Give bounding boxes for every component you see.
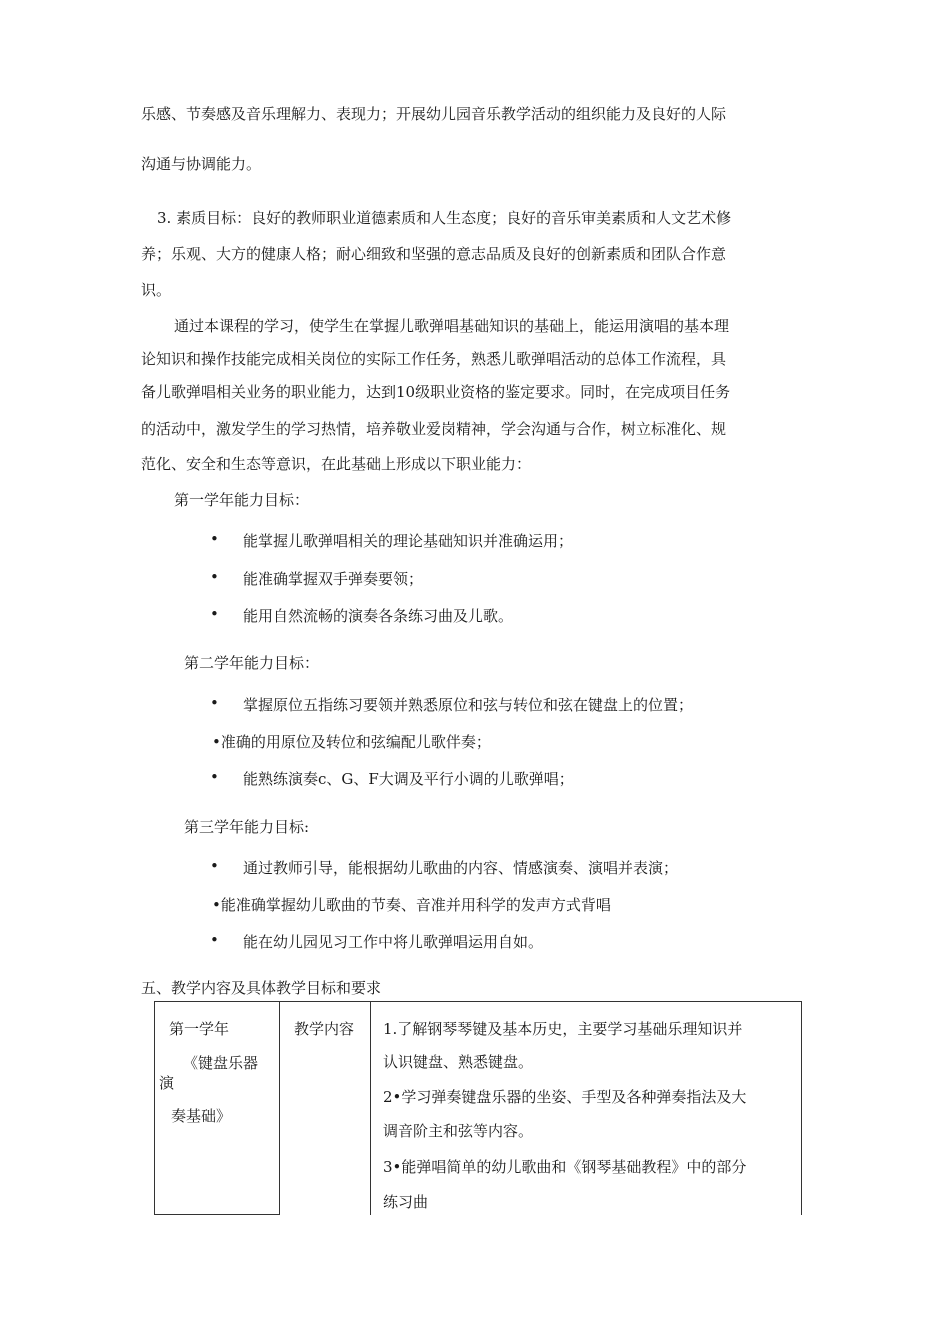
text-line: 识。: [141, 281, 172, 299]
label-cell: [280, 1002, 371, 1215]
cell-text: 认识键盘、熟悉键盘。: [383, 1053, 534, 1071]
list-item: •准确的用原位及转位和弦编配儿歌伴奏；: [212, 733, 491, 751]
list-item: 通过教师引导，能根据幼儿歌曲的内容、情感演奏、演唱并表演；: [243, 859, 679, 877]
course-content-table: [154, 1001, 802, 1215]
cell-text: 练习曲: [383, 1193, 429, 1211]
bullet-icon: •: [210, 605, 219, 623]
year-cell: [155, 1002, 280, 1215]
bullet-icon: •: [210, 768, 219, 786]
text-line: 论知识和操作技能完成相关岗位的实际工作任务，熟悉儿歌弹唱活动的总体工作流程，具: [141, 350, 727, 368]
cell-text: 《键盘乐器: [183, 1054, 259, 1072]
text-line: 范化、安全和生态等意识，在此基础上形成以下职业能力：: [141, 455, 532, 473]
cell-text: 1.了解钢琴琴键及基本历史，主要学习基础乐理知识并: [383, 1020, 743, 1038]
text-line: 养；乐观、大方的健康人格；耐心细致和坚强的意志品质及良好的创新素质和团队合作意: [141, 245, 727, 263]
list-item: 能掌握儿歌弹唱相关的理论基础知识并准确运用；: [243, 532, 574, 550]
cell-text: 演: [159, 1074, 175, 1092]
cell-text: 教学内容: [294, 1020, 355, 1038]
bullet-icon: •: [210, 931, 219, 949]
list-item: 掌握原位五指练习要领并熟悉原位和弦与转位和弦在键盘上的位置；: [243, 696, 694, 714]
list-item: •能准确掌握幼儿歌曲的节奏、音准并用科学的发声方式背唱: [212, 896, 611, 914]
text-line: 通过本课程的学习，使学生在掌握儿歌弹唱基础知识的基础上，能运用演唱的基本理: [174, 317, 730, 335]
text-line: 备儿歌弹唱相关业务的职业能力，达到10级职业资格的鉴定要求。同时，在完成项目任务: [141, 383, 731, 401]
section-title: 五、教学内容及具体教学目标和要求: [141, 979, 382, 997]
list-item: 能准确掌握双手弹奏要领；: [243, 570, 424, 588]
text-line: 乐感、节奏感及音乐理解力、表现力；开展幼儿园音乐教学活动的组织能力及良好的人际: [141, 105, 727, 123]
cell-text: 第一学年: [169, 1020, 230, 1038]
list-item: 能用自然流畅的演奏各条练习曲及儿歌。: [243, 607, 514, 625]
content-cell: [371, 1002, 802, 1215]
bullet-icon: •: [210, 530, 219, 548]
list-item: 能在幼儿园见习工作中将儿歌弹唱运用自如。: [243, 933, 544, 951]
cell-text: 3•能弹唱简单的幼儿歌曲和《钢琴基础教程》中的部分: [383, 1158, 747, 1176]
section-heading: 第三学年能力目标:: [184, 818, 310, 836]
text-line: 3. 素质目标：良好的教师职业道德素质和人生态度；良好的音乐审美素质和人文艺术修: [157, 209, 732, 227]
cell-text: 2•学习弹奏键盘乐器的坐姿、手型及各种弹奏指法及大: [383, 1088, 747, 1106]
cell-text: 调音阶主和弦等内容。: [383, 1122, 534, 1140]
table-row: [155, 1002, 802, 1215]
bullet-icon: •: [210, 694, 219, 712]
section-heading: 第二学年能力目标：: [184, 654, 320, 672]
bullet-icon: •: [210, 857, 219, 875]
bullet-icon: •: [210, 568, 219, 586]
text-line: 沟通与协调能力。: [141, 155, 262, 173]
list-item: 能熟练演奏c、G、F大调及平行小调的儿歌弹唱；: [243, 770, 574, 788]
section-heading: 第一学年能力目标：: [174, 491, 310, 509]
text-line: 的活动中，激发学生的学习热情，培养敬业爱岗精神，学会沟通与合作，树立标准化、规: [141, 420, 727, 438]
cell-text: 奏基础》: [171, 1107, 232, 1125]
